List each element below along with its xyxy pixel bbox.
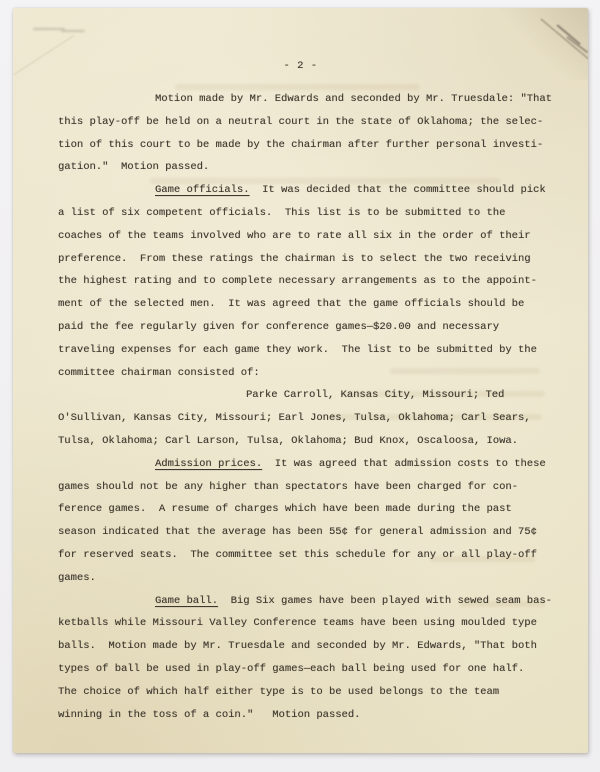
text-run: coaches of the teams involved who are to rate all six in the order of their — [58, 229, 531, 242]
page-number: - 2 - — [283, 60, 318, 72]
text-run: a list of six competent officials. This list is to be submitted to the — [58, 206, 506, 219]
text-run: It was agreed that admission costs to these — [262, 457, 546, 470]
section-heading: Admission prices. — [155, 457, 263, 470]
text-run: committee chairman consisted of: — [58, 366, 260, 379]
text-run: the highest rating and to complete necessary arrangements as to the appoint- — [58, 275, 537, 288]
text-run: Big Six games have been played with sewed seam bas- — [218, 594, 552, 607]
text-run: gation." Motion passed. — [58, 161, 210, 174]
text-line — [58, 498, 563, 521]
text-line — [58, 316, 563, 339]
text-line — [58, 270, 563, 293]
text-run: ment of the selected men. It was agreed that the game officials should be — [58, 298, 525, 311]
text-line — [58, 156, 563, 179]
text-run: traveling expenses for each game they work. The list to be submitted by the — [58, 343, 537, 356]
text-line — [58, 248, 563, 271]
smudge-mark — [33, 28, 65, 30]
text-line — [58, 202, 563, 225]
text-run: O'Sullivan, Kansas City, Missouri; Earl Jones, Tulsa, Oklahoma; Carl Sears, — [58, 412, 531, 425]
text-line — [58, 339, 563, 362]
text-run: Tulsa, Oklahoma; Carl Larson, Tulsa, Oklahoma; Bud Knox, Oscaloosa, Iowa. — [58, 434, 518, 447]
text-line — [58, 612, 563, 635]
text-line — [58, 681, 563, 704]
text-line — [58, 88, 563, 111]
scanned-page — [13, 8, 588, 753]
text-run: It was decided that the committee should pick — [249, 184, 546, 197]
text-run: ference games. A resume of charges which have been made during the past — [58, 503, 512, 516]
text-run: season indicated that the average has been 55¢ for general admission and 75¢ — [58, 526, 537, 539]
text-line — [58, 453, 563, 476]
text-line — [58, 658, 563, 681]
text-line — [58, 635, 563, 658]
text-run: Motion made by Mr. Edwards and seconded by Mr. Truesdale: "That — [155, 93, 552, 105]
text-run: this play-off be held on a neutral court in the state of Oklahoma; the selec- — [58, 115, 544, 128]
text-run: preference. From these ratings the chairman is to select the two receiving — [58, 252, 531, 265]
text-line — [58, 430, 563, 453]
text-line — [58, 362, 563, 385]
text-run: The choice of which half either type is to be used belongs to the team — [58, 685, 500, 698]
text-run: Parke Carroll, Kansas City, Missouri; Ted — [246, 389, 505, 402]
typewritten-text — [58, 88, 563, 726]
section-heading: Game officials. — [155, 184, 250, 197]
section-heading: Game ball. — [155, 594, 219, 607]
text-run: tion of this court to be made by the chairman after further personal investi- — [58, 138, 544, 151]
text-line — [58, 134, 563, 157]
text-run: for reserved seats. The committee set this schedule for any or all play-off — [58, 548, 537, 561]
text-run: games. — [58, 571, 96, 584]
text-run: types of ball be used in play-off games—each ball being used for one half. — [58, 662, 525, 675]
text-line — [58, 293, 563, 316]
text-run: balls. Motion made by Mr. Truesdale and seconded by Mr. Edwards, "That both — [58, 640, 537, 653]
text-run: winning in the toss of a coin." Motion passed. — [58, 708, 361, 721]
text-line — [58, 567, 563, 590]
text-line — [58, 704, 563, 727]
text-line — [58, 544, 563, 567]
text-line — [58, 111, 563, 134]
text-line — [58, 179, 563, 202]
text-run: paid the fee regularly given for conference games—$20.00 and necessary — [58, 320, 500, 333]
smudge-mark — [61, 30, 85, 32]
text-line — [58, 521, 563, 544]
text-line — [58, 476, 563, 499]
text-line — [58, 225, 563, 248]
text-run: games should not be any higher than spectators have been charged for con- — [58, 480, 518, 493]
text-line — [58, 384, 563, 407]
text-run: ketballs while Missouri Valley Conference teams have been using moulded type — [58, 617, 537, 630]
text-line — [58, 407, 563, 430]
text-line — [58, 590, 563, 613]
